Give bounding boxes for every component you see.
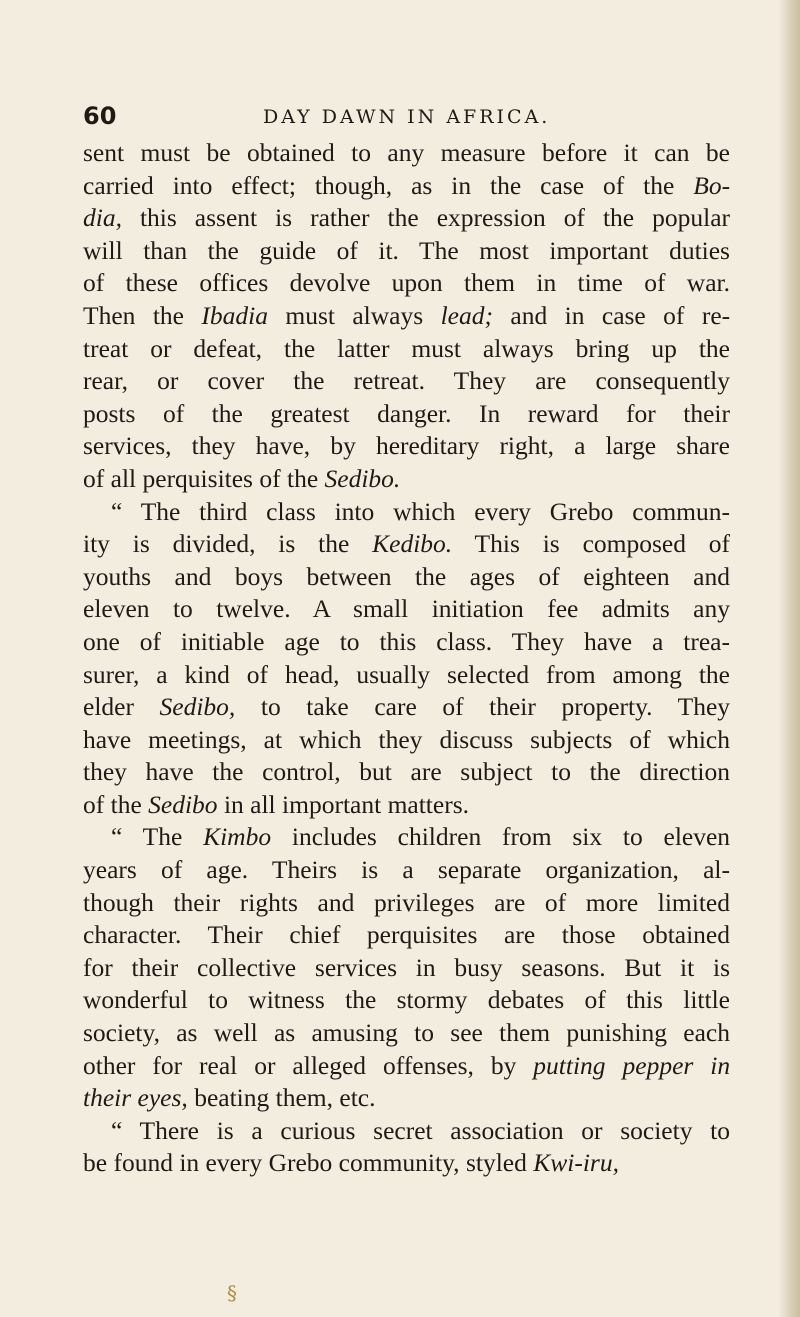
text-line: of all perquisites of the Sedibo.	[83, 463, 401, 493]
text-line: “ The third class into which every Grebo commun-	[111, 496, 730, 526]
text-line: have meetings, at which they discuss subjects of which	[83, 724, 730, 754]
text-line: rear, or cover the retreat. They are consequently	[83, 366, 730, 396]
text-line: dia, this assent is rather the expression of the popular	[83, 203, 731, 233]
ink-stain-mark: §	[227, 1281, 237, 1305]
page-header	[83, 102, 723, 138]
text-line: carried into effect; though, as in the case of the Bo-	[83, 170, 731, 200]
text-line: they have the control, but are subject to the direction	[83, 757, 730, 787]
text-line: treat or defeat, the latter must always bring up the	[83, 333, 730, 363]
text-line: wonderful to witness the stormy debates of this little	[83, 985, 730, 1015]
text-line: Then the Ibadia must always lead; and in case of re-	[83, 300, 731, 330]
text-line: for their collective services in busy seasons. But it is	[83, 952, 730, 982]
text-line: of these offices devolve upon them in time of war.	[83, 268, 730, 298]
text-line: of the Sedibo in all important matters.	[83, 789, 469, 819]
text-line: be found in every Grebo community, styled Kwi-iru,	[83, 1148, 619, 1178]
text-line: services, they have, by hereditary right, a large share	[83, 431, 730, 461]
running-head: DAY DAWN IN AFRICA.	[263, 106, 551, 128]
text-line: though their rights and privileges are of more limited	[83, 887, 730, 917]
text-line: their eyes, beating them, etc.	[83, 1083, 376, 1113]
text-line: “ The Kimbo includes children from six to eleven	[111, 822, 731, 852]
text-line: eleven to twelve. A small initiation fee admits any	[83, 594, 730, 624]
text-line: character. Their chief perquisites are those obtained	[83, 920, 730, 950]
body-text	[83, 137, 730, 1180]
text-line: surer, a kind of head, usually selected from among the	[83, 659, 730, 689]
text-line: elder Sedibo, to take care of their property. They	[83, 692, 731, 722]
page-number: 60	[83, 102, 117, 130]
text-line: society, as well as amusing to see them punishing each	[83, 1018, 730, 1048]
text-line: “ There is a curious secret association or society to	[111, 1115, 730, 1145]
text-line: youths and boys between the ages of eighteen and	[83, 561, 730, 591]
text-line: other for real or alleged offenses, by putting pepper in	[83, 1050, 731, 1080]
text-line: ity is divided, is the Kedibo. This is composed of	[83, 529, 731, 559]
text-line: will than the guide of it. The most important duties	[83, 235, 730, 265]
page-edge-shadow	[778, 0, 800, 1317]
text-line: one of initiable age to this class. They have a trea-	[83, 626, 730, 656]
text-line: sent must be obtained to any measure before it can be	[83, 138, 730, 167]
text-line: years of age. Theirs is a separate organization, al-	[83, 855, 730, 885]
text-line: posts of the greatest danger. In reward for their	[83, 398, 730, 428]
